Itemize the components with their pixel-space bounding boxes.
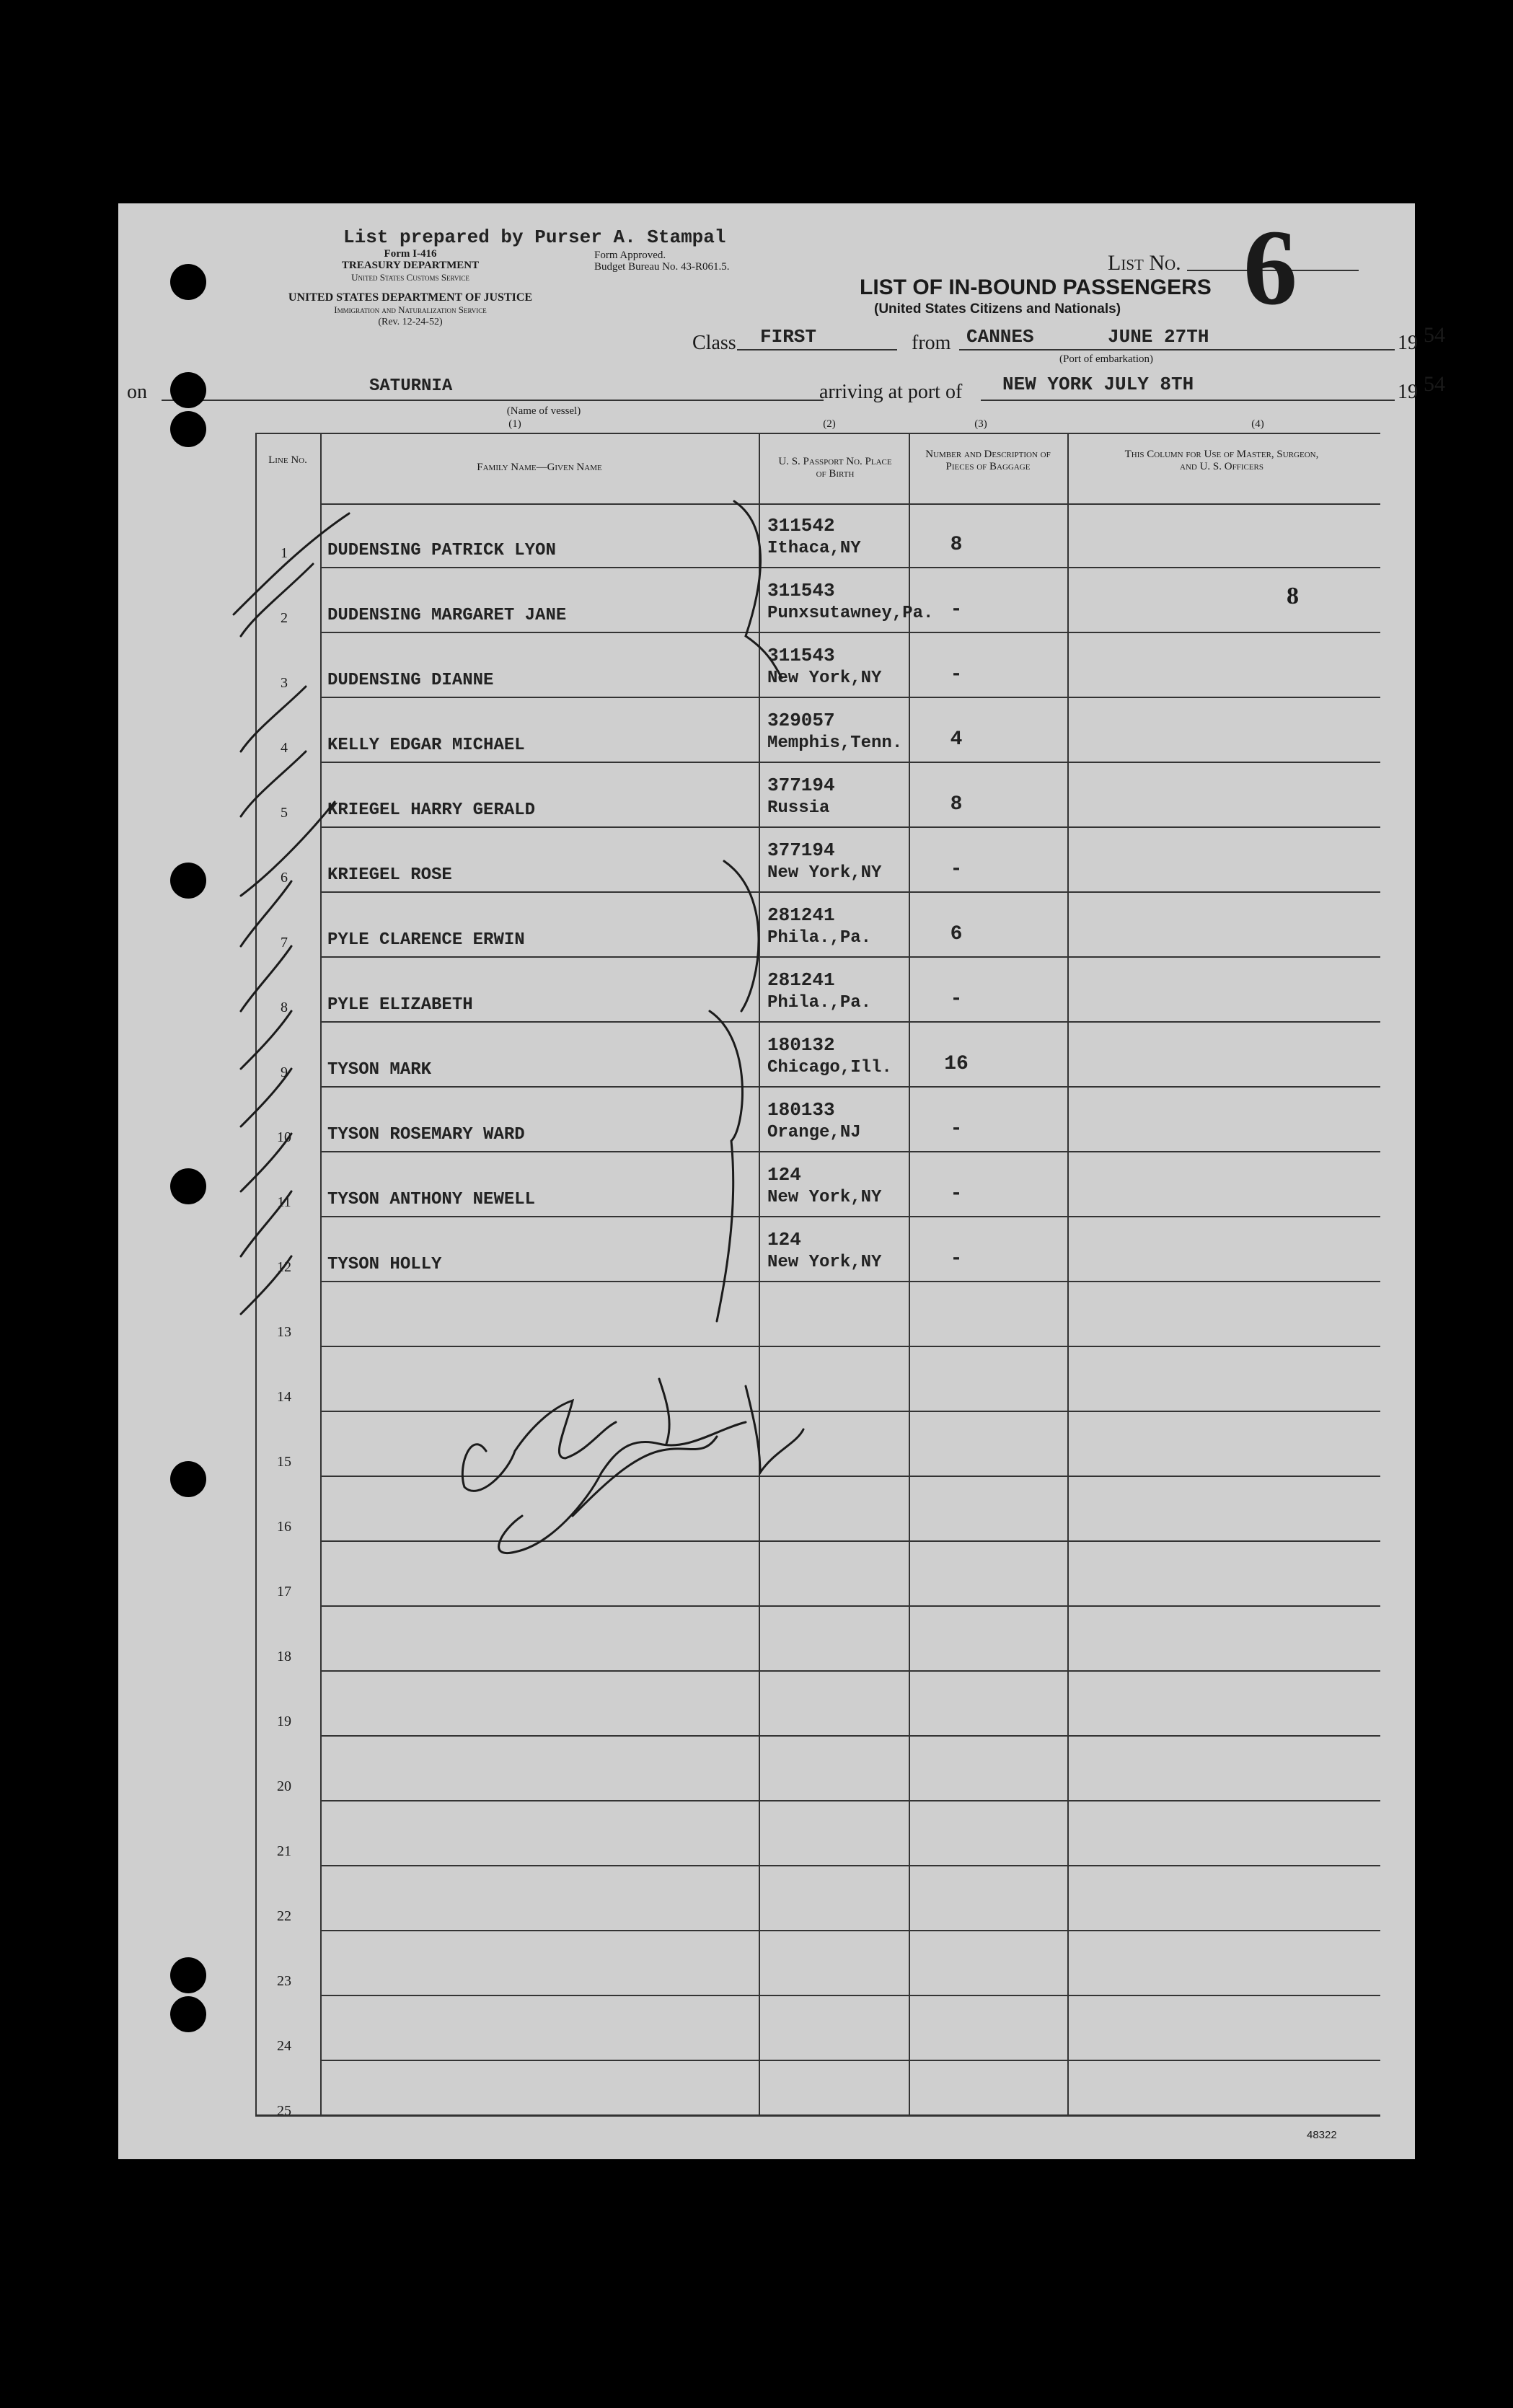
line-number: 15: [277, 1454, 291, 1470]
line-number: 2: [281, 610, 288, 626]
line-number: 17: [277, 1584, 291, 1600]
place-of-birth: Orange,NJ: [767, 1123, 861, 1142]
handwritten-marks: [226, 492, 912, 1754]
check-mark: [241, 1256, 291, 1314]
table-border-top: [255, 433, 1380, 434]
punch-hole: [170, 411, 206, 447]
baggage-count: 16: [944, 1053, 969, 1075]
table-row: [255, 1930, 1380, 1995]
year-prefix-1: 19: [1398, 332, 1418, 354]
form-code: 48322: [1307, 2129, 1337, 2141]
passport-number: 281241: [767, 904, 835, 926]
col-number-1: (1): [508, 418, 521, 430]
bracket-pyle: [724, 861, 759, 1011]
line-number: 14: [277, 1389, 291, 1405]
table-row: [255, 1865, 1380, 1930]
port-embarkation-caption: (Port of embarkation): [1059, 353, 1153, 365]
baggage-count: -: [950, 858, 963, 881]
form-title: LIST OF IN-BOUND PASSENGERS: [860, 275, 1212, 299]
line-number: 22: [277, 1908, 291, 1924]
baggage-count: 8: [950, 534, 963, 556]
line-number: 1: [281, 545, 288, 561]
row-rule: [320, 2060, 1380, 2061]
check-mark: [241, 1011, 291, 1069]
passport-number: 311543: [767, 645, 835, 666]
header-line-no: Line No.: [268, 454, 307, 466]
justice-department: UNITED STATES DEPARTMENT OF JUSTICE: [288, 291, 533, 304]
passenger-name: PYLE CLARENCE ERWIN: [327, 930, 525, 950]
passenger-name: KRIEGEL ROSE: [327, 865, 452, 885]
line-number: 7: [281, 935, 288, 951]
customs-service: United States Customs Service: [351, 272, 469, 283]
class-value: FIRST: [760, 326, 817, 348]
check-mark: [241, 1069, 291, 1126]
table-row: [255, 2060, 1380, 2125]
place-of-birth: Memphis,Tenn.: [767, 733, 903, 753]
vessel-caption: (Name of vessel): [506, 405, 581, 417]
check-mark: [241, 802, 335, 896]
on-label: on: [127, 381, 147, 403]
passenger-name: TYSON HOLLY: [327, 1255, 442, 1274]
signature-stroke: [573, 1437, 717, 1516]
bracket-tyson: [710, 1011, 742, 1321]
prepared-by: List prepared by Purser A. Stampal: [343, 226, 726, 248]
place-of-birth: Punxsutawney,Pa.: [767, 604, 934, 623]
signature-stroke: [746, 1386, 803, 1473]
vessel-underline: [162, 400, 824, 401]
form-number: Form I-416: [384, 248, 437, 260]
baggage-count: -: [950, 599, 963, 621]
list-number: 6: [1243, 208, 1297, 327]
year-1: 54: [1424, 323, 1445, 347]
signature-stroke: [499, 1422, 746, 1553]
check-mark: [241, 1191, 291, 1256]
baggage-count: -: [950, 1248, 963, 1270]
officer-note: 8: [1287, 583, 1299, 609]
passport-number: 180133: [767, 1099, 835, 1121]
baggage-count: 4: [950, 728, 963, 751]
passenger-name: DUDENSING PATRICK LYON: [327, 541, 556, 560]
check-mark: [241, 1134, 291, 1191]
baggage-count: -: [950, 663, 963, 686]
passport-number: 124: [767, 1229, 801, 1251]
baggage-count: 8: [950, 793, 963, 816]
place-of-birth: Russia: [767, 798, 830, 818]
line-number: 4: [281, 740, 288, 756]
place-of-birth: New York,NY: [767, 1188, 882, 1207]
col-number-4: (4): [1251, 418, 1264, 430]
check-mark: [241, 564, 313, 636]
class-underline: [737, 349, 897, 350]
passport-number: 180132: [767, 1034, 835, 1056]
place-of-birth: Ithaca,NY: [767, 539, 861, 558]
year-2: 54: [1424, 372, 1445, 396]
passenger-name: TYSON ROSEMARY WARD: [327, 1125, 525, 1145]
row-rule: [320, 1865, 1380, 1866]
passenger-name: KRIEGEL HARRY GERALD: [327, 801, 536, 820]
line-number: 10: [277, 1129, 291, 1145]
passenger-name: TYSON MARK: [327, 1060, 432, 1080]
line-number: 20: [277, 1778, 291, 1794]
baggage-count: -: [950, 1183, 963, 1205]
header-passport: U. S. Passport No. Place of Birth: [778, 456, 892, 480]
place-of-birth: New York,NY: [767, 863, 882, 883]
line-number: 23: [277, 1973, 291, 1989]
baggage-count: -: [950, 988, 963, 1010]
punch-hole: [170, 1996, 206, 2032]
line-number: 19: [277, 1714, 291, 1729]
place-of-birth: Chicago,Ill.: [767, 1058, 892, 1077]
line-number: 12: [277, 1259, 291, 1275]
header-officers: This Column for Use of Master, Surgeon, and U. S. Officers: [1124, 449, 1319, 472]
manifest-page: [118, 203, 1445, 2159]
arriving-label: arriving at port of: [819, 381, 963, 403]
passport-number: 377194: [767, 839, 835, 861]
list-no-label: List No.: [1108, 251, 1181, 275]
immigration-service: Immigration and Naturalization Service: [334, 304, 487, 315]
passenger-name: KELLY EDGAR MICHAEL: [327, 736, 525, 755]
check-mark: [241, 687, 306, 751]
punch-hole: [170, 1957, 206, 1993]
passenger-name: TYSON ANTHONY NEWELL: [327, 1190, 536, 1209]
line-number: 5: [281, 805, 288, 821]
baggage-count: -: [950, 1118, 963, 1140]
from-label: from: [912, 332, 951, 354]
passport-number: 281241: [767, 969, 835, 991]
col-number-3: (3): [974, 418, 987, 430]
bracket-dudensing: [734, 501, 782, 678]
line-number: 3: [281, 675, 288, 691]
line-number: 16: [277, 1519, 291, 1535]
line-number: 6: [281, 870, 288, 886]
line-number: 13: [277, 1324, 291, 1340]
check-mark: [234, 513, 349, 614]
line-number: 18: [277, 1649, 291, 1664]
passport-number: 311542: [767, 515, 835, 537]
punch-hole: [170, 264, 206, 300]
line-number: 25: [277, 2103, 291, 2119]
place-of-birth: New York,NY: [767, 669, 882, 688]
line-number: 11: [277, 1194, 291, 1210]
line-number: 24: [277, 2038, 291, 2054]
passport-number: 377194: [767, 775, 835, 796]
arriving-underline: [981, 400, 1395, 401]
year-prefix-2: 19: [1398, 381, 1418, 403]
place-of-birth: New York,NY: [767, 1253, 882, 1272]
passport-number: 311543: [767, 580, 835, 601]
form-approved: Form Approved.: [594, 250, 666, 261]
signature-stroke: [462, 1401, 616, 1491]
table-row: [255, 1995, 1380, 2060]
treasury-department: TREASURY DEPARTMENT: [341, 260, 480, 271]
line-number: 8: [281, 1000, 288, 1015]
line-number: 21: [277, 1843, 291, 1859]
check-mark: [241, 946, 291, 1011]
place-of-birth: Phila.,Pa.: [767, 993, 872, 1013]
vessel-name: SATURNIA: [369, 376, 453, 396]
from-port: CANNES: [966, 326, 1034, 348]
signature-stroke: [659, 1379, 669, 1444]
row-rule: [320, 1995, 1380, 1996]
punch-hole: [170, 1461, 206, 1497]
budget-bureau: Budget Bureau No. 43-R061.5.: [594, 261, 730, 273]
from-date: JUNE 27TH: [1108, 326, 1209, 348]
place-of-birth: Phila.,Pa.: [767, 928, 872, 948]
arriving-port-date: NEW YORK JULY 8TH: [1002, 374, 1194, 395]
from-underline: [959, 349, 1395, 350]
baggage-count: 6: [950, 923, 963, 945]
line-number: 9: [281, 1064, 288, 1080]
punch-hole: [170, 372, 206, 408]
row-rule: [320, 1930, 1380, 1931]
passenger-name: PYLE ELIZABETH: [327, 995, 473, 1015]
check-mark: [241, 751, 306, 816]
table-row: [255, 1800, 1380, 1865]
header-baggage: Number and Description of Pieces of Baggage: [925, 449, 1051, 472]
revision-date: (Rev. 12-24-52): [378, 317, 443, 327]
class-label: Class: [692, 332, 736, 354]
punch-hole: [170, 1168, 206, 1204]
header-family-name: Family Name—Given Name: [477, 462, 602, 473]
col-number-2: (2): [823, 418, 836, 430]
passenger-name: DUDENSING MARGARET JANE: [327, 606, 567, 625]
punch-hole: [170, 863, 206, 899]
passport-number: 124: [767, 1164, 801, 1186]
passenger-name: DUDENSING DIANNE: [327, 671, 494, 690]
form-subtitle: (United States Citizens and Nationals): [874, 301, 1121, 317]
row-rule: [320, 1800, 1380, 1801]
passport-number: 329057: [767, 710, 835, 731]
